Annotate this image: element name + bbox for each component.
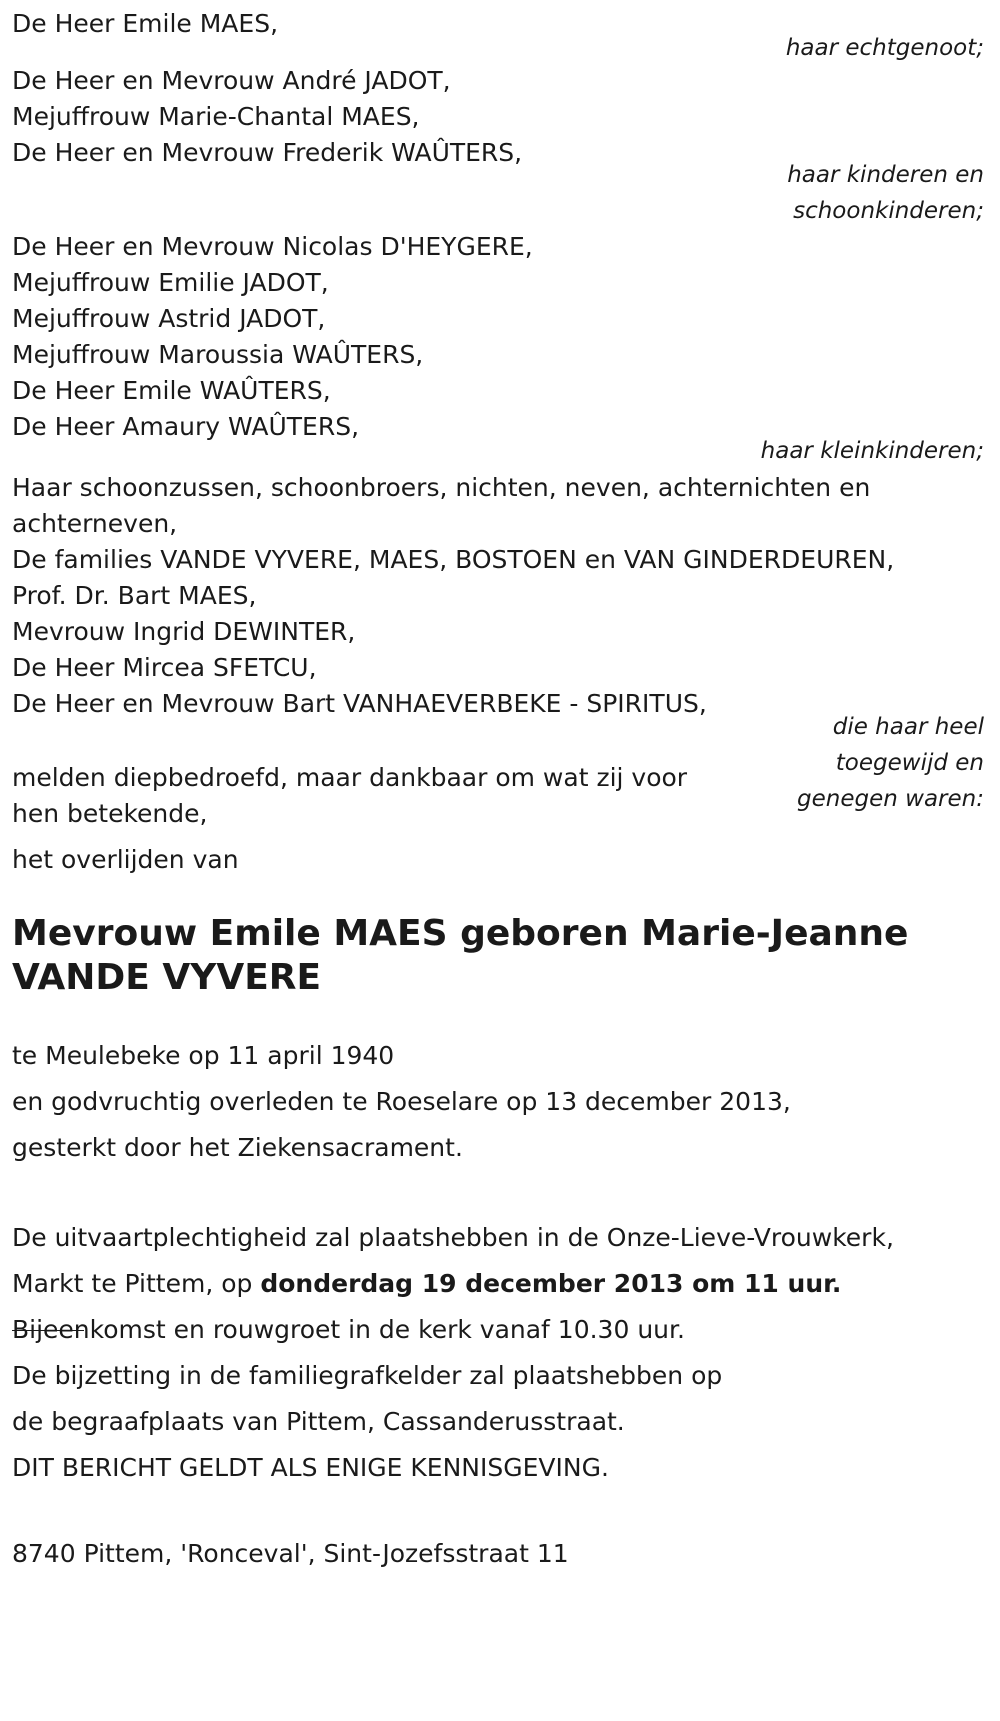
mourner-line: De Heer Emile WAÛTERS, [12, 376, 331, 405]
mourner-line: De Heer en Mevrouw André JADOT, [12, 66, 451, 95]
mourner-line: Mejuffrouw Maroussia WAÛTERS, [12, 340, 424, 369]
mourner-line: Haar schoonzussen, schoonbroers, nichten, neven, achternichten en [12, 473, 871, 502]
mourner-line: De Heer Amaury WAÛTERS, [12, 412, 360, 441]
ceremony-location: Markt te Pittem, op [12, 1269, 261, 1298]
mourner-line: De Heer Mircea SFETCU, [12, 653, 317, 682]
ceremony-line: De bijzetting in de familiegrafkelder zal plaatshebben op [12, 1361, 723, 1390]
ceremony-line [12, 1266, 841, 1302]
announcement-line: hen betekende, [12, 799, 208, 828]
mourner-line: De Heer en Mevrouw Frederik WAÛTERS, [12, 138, 523, 167]
mourner-line: De Heer Emile MAES, [12, 9, 279, 38]
deceased-name: VANDE VYVERE [12, 957, 322, 998]
ceremony-line: Bijeenkomst en rouwgroet in de kerk vanaf 10.30 uur. [12, 1315, 685, 1344]
relation-children: haar kinderen en [787, 162, 984, 188]
mourner-line: Mevrouw Ingrid DEWINTER, [12, 617, 356, 646]
relation-devoted: die haar heel [832, 714, 984, 740]
announcement-line: melden diepbedroefd, maar dankbaar om wat zij voor [12, 763, 688, 792]
relation-grandchildren: haar kleinkinderen; [760, 438, 984, 464]
mourner-line: De Heer en Mevrouw Nicolas D'HEYGERE, [12, 232, 533, 261]
relation-devoted: genegen waren: [797, 786, 984, 812]
mourner-line: achterneven, [12, 509, 178, 538]
ceremony-date: donderdag 19 december 2013 om 11 uur. [260, 1269, 842, 1298]
ceremony-line: de begraafplaats van Pittem, Cassanderusstraat. [12, 1407, 625, 1436]
mourner-line: Mejuffrouw Astrid JADOT, [12, 304, 326, 333]
death-details: en godvruchtig overleden te Roeselare op 13 december 2013, [12, 1087, 791, 1116]
notice-statement: DIT BERICHT GELDT ALS ENIGE KENNISGEVING. [12, 1453, 609, 1482]
family-address: 8740 Pittem, 'Ronceval', Sint-Jozefsstraat 11 [12, 1539, 569, 1568]
relation-spouse: haar echtgenoot; [785, 35, 984, 61]
relation-children-in-law: schoonkinderen; [793, 198, 984, 224]
mourner-line: De Heer en Mevrouw Bart VANHAEVERBEKE - SPIRITUS, [12, 689, 707, 718]
ceremony-line: De uitvaartplechtigheid zal plaatshebben in de Onze-Lieve-Vrouwkerk, [12, 1223, 894, 1252]
mourner-line: Prof. Dr. Bart MAES, [12, 581, 257, 610]
deceased-name: Mevrouw Emile MAES geboren Marie-Jeanne [12, 913, 909, 954]
sacrament-details: gesterkt door het Ziekensacrament. [12, 1133, 463, 1162]
mourner-line: Mejuffrouw Emilie JADOT, [12, 268, 329, 297]
relation-devoted: toegewijd en [835, 750, 984, 776]
birth-details: te Meulebeke op 11 april 1940 [12, 1041, 395, 1070]
mourner-line: De families VANDE VYVERE, MAES, BOSTOEN en VAN GINDERDEUREN, [12, 545, 895, 574]
announcement-line: het overlijden van [12, 845, 239, 874]
mourner-line: Mejuffrouw Marie-Chantal MAES, [12, 102, 420, 131]
